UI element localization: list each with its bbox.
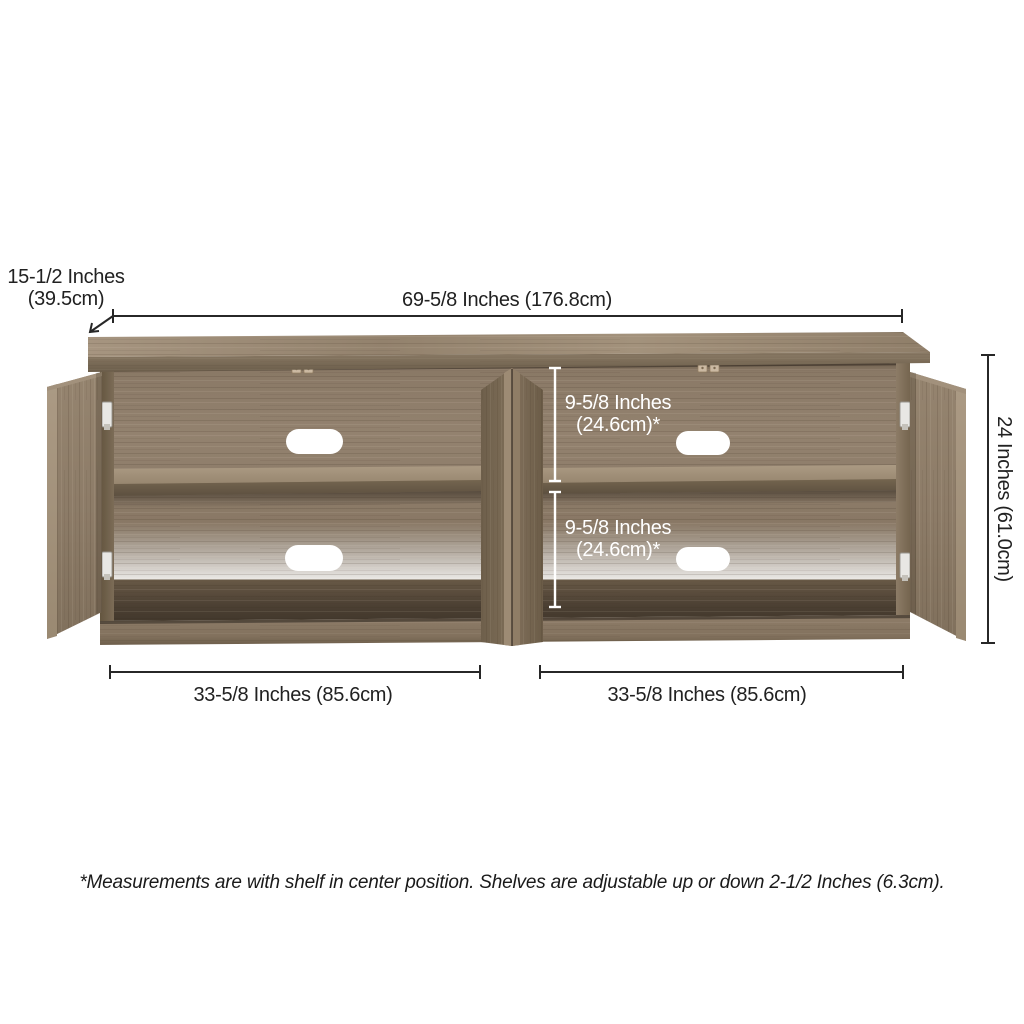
cable-hole-upper-left bbox=[286, 429, 343, 454]
cable-hole-lower-left bbox=[285, 545, 343, 571]
center-door-right-edge bbox=[512, 368, 520, 646]
door-hinge-shadow bbox=[910, 372, 916, 614]
overall-height-label: 24 Inches (61.0cm) bbox=[993, 416, 1015, 582]
right-compartment-width-label: 33-5/8 Inches (85.6cm) bbox=[607, 684, 807, 706]
measurement-footnote: *Measurements are with shelf in center position. Shelves are adjustable up or down 2-1/2 Inches (6.3cm). bbox=[79, 872, 945, 893]
depth-dimension-line2: (39.5cm) bbox=[27, 288, 105, 310]
depth-dimension-line bbox=[90, 316, 113, 332]
lower-opening-label bbox=[550, 517, 686, 561]
door-left-open bbox=[47, 372, 102, 639]
center-door-left-edge bbox=[504, 368, 512, 646]
door-outer-edge bbox=[47, 384, 57, 639]
door-hinge-shadow bbox=[96, 372, 102, 614]
lower-opening-line1: 9-5/8 Inches bbox=[564, 517, 672, 539]
lower-opening-line2: (24.6cm)* bbox=[576, 539, 660, 561]
depth-dimension-line1: 15-1/2 Inches bbox=[7, 266, 125, 288]
depth-dimension-label bbox=[4, 266, 128, 310]
left-compartment-width-label: 33-5/8 Inches (85.6cm) bbox=[193, 684, 393, 706]
door-outer-edge bbox=[956, 386, 966, 641]
upper-opening-line1: 9-5/8 Inches bbox=[564, 392, 672, 414]
shelf-right bbox=[540, 465, 896, 506]
overall-width-label: 69-5/8 Inches (176.8cm) bbox=[402, 289, 612, 311]
upper-opening-line2: (24.6cm)* bbox=[576, 414, 660, 436]
door-right-open bbox=[910, 372, 966, 641]
doors-center-open bbox=[481, 368, 543, 646]
upper-opening-label bbox=[550, 392, 686, 436]
shelf-left bbox=[114, 466, 483, 508]
